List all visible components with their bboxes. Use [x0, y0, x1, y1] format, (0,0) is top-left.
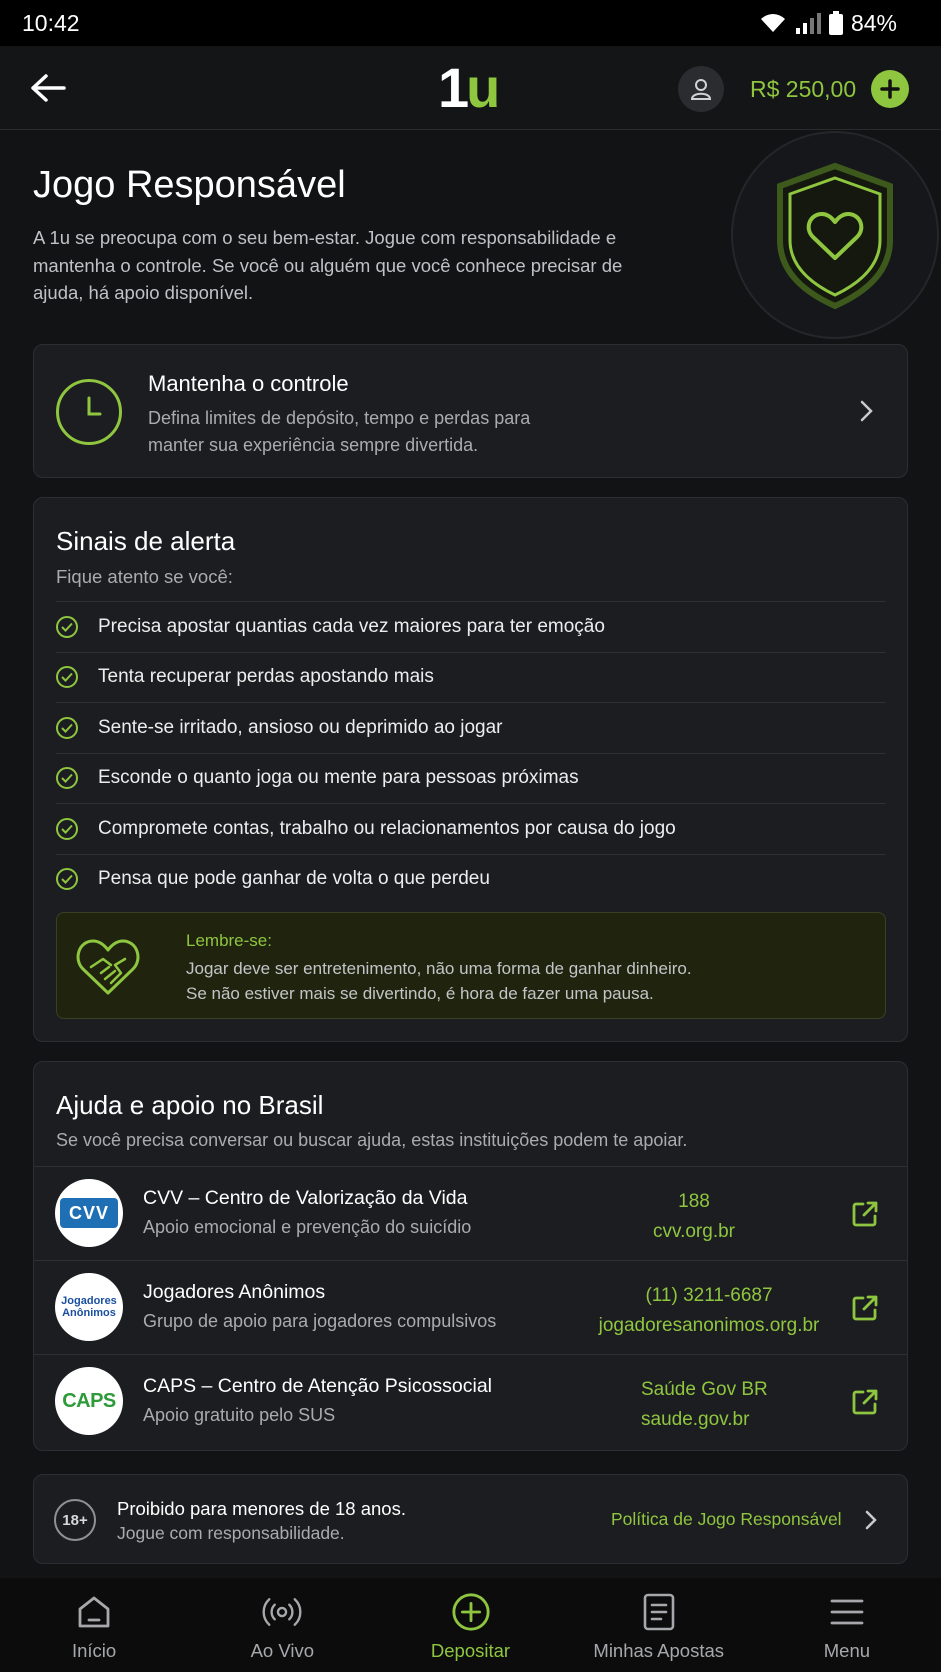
- remember-line: Se não estiver mais se divertindo, é hora de fazer uma pausa.: [186, 983, 654, 1003]
- responsible-gaming-policy-link[interactable]: Política de Jogo Responsável: [611, 1509, 842, 1529]
- alert-item-text: Esconde o quanto joga ou mente para pessoas próximas: [98, 767, 579, 789]
- brand-logo[interactable]: [438, 56, 497, 120]
- org-source[interactable]: Saúde Gov BR: [641, 1379, 768, 1400]
- org-description: Grupo de apoio para jogadores compulsivos: [143, 1311, 497, 1331]
- plus-icon: [879, 78, 901, 100]
- help-title: Ajuda e apoio no Brasil: [56, 1090, 324, 1120]
- logo-text-line: Jogadores: [61, 1295, 117, 1307]
- external-link-icon[interactable]: [850, 1387, 880, 1417]
- org-website[interactable]: jogadoresanonimos.org.br: [598, 1315, 820, 1336]
- alert-item-text: Precisa apostar quantias cada vez maiores para ter emoção: [98, 615, 605, 637]
- balance-amount[interactable]: R$ 250,00: [750, 76, 857, 102]
- control-title: Mantenha o controle: [148, 371, 349, 396]
- nav-item-minhas-apostas[interactable]: [565, 1578, 753, 1672]
- caps-logo-text: CAPS: [62, 1389, 116, 1412]
- bets-icon: [639, 1592, 679, 1632]
- deposit-icon: [451, 1592, 491, 1632]
- alert-item: [56, 753, 886, 804]
- cvv-logo-text: CVV: [60, 1198, 118, 1228]
- chevron-right-icon[interactable]: [864, 1509, 878, 1531]
- alert-item-text: Sente-se irritado, ansioso ou deprimido ao jogar: [98, 716, 503, 738]
- org-website[interactable]: saude.gov.br: [641, 1409, 750, 1430]
- check-circle-icon: [56, 666, 78, 688]
- chevron-right-icon: [859, 399, 875, 423]
- check-circle-icon: [56, 717, 78, 739]
- alert-signs-card: [33, 497, 908, 1042]
- external-link-icon[interactable]: [850, 1199, 880, 1229]
- clock-icon: [56, 379, 122, 445]
- alert-item: [56, 803, 886, 854]
- control-description: Defina limites de depósito, tempo e perdas para manter sua experiência sempre divertida.: [148, 408, 531, 455]
- page-description: A 1u se preocupa com o seu bem-estar. Jogue com responsabilidade e mantenha o controle. Se você ou alguém que você conhece precisar de ajuda, há apoio disponível.: [33, 227, 623, 303]
- logo-one: 1: [438, 56, 467, 119]
- org-description: Apoio gratuito pelo SUS: [143, 1405, 336, 1425]
- org-contact: [589, 1281, 829, 1341]
- alert-title: Sinais de alerta: [56, 526, 236, 556]
- alert-list: [56, 601, 886, 904]
- alert-item-text: Tenta recuperar perdas apostando mais: [98, 666, 434, 688]
- remember-box: [56, 912, 886, 1019]
- check-circle-icon: [56, 868, 78, 890]
- org-name: CVV – Centro de Valorização da Vida: [143, 1187, 468, 1209]
- status-icons: [759, 10, 897, 37]
- nav-item-depositar[interactable]: [376, 1578, 564, 1672]
- age-18-badge: 18+: [54, 1499, 96, 1541]
- alert-item: [56, 702, 886, 753]
- org-phone[interactable]: (11) 3211-6687: [645, 1285, 773, 1306]
- age-notice-title: Proibido para menores de 18 anos.: [117, 1498, 406, 1519]
- battery-level: 84%: [850, 9, 897, 36]
- age-notice-subtitle: Jogue com responsabilidade.: [117, 1523, 345, 1543]
- org-row-jogadores-anonimos[interactable]: [34, 1260, 907, 1354]
- user-icon: [689, 77, 713, 101]
- nav-label: Minhas Apostas: [593, 1640, 725, 1661]
- status-time: 10:42: [22, 9, 80, 36]
- org-description: Apoio emocional e prevenção do suicídio: [143, 1217, 472, 1237]
- alert-item: [56, 854, 886, 905]
- arrow-left-icon: [30, 73, 66, 103]
- remember-line: Jogar deve ser entretenimento, não uma forma de ganhar dinheiro.: [186, 959, 692, 978]
- remember-text: [186, 957, 692, 1006]
- logo-text-line: Anônimos: [62, 1307, 116, 1319]
- nav-label: Início: [71, 1640, 117, 1661]
- org-contact: [641, 1375, 768, 1435]
- live-icon: [262, 1592, 302, 1632]
- alert-item-text: Pensa que pode ganhar de volta o que perdeu: [98, 868, 490, 890]
- nav-item-ao-vivo[interactable]: [188, 1578, 376, 1672]
- profile-button[interactable]: [678, 66, 724, 112]
- org-name: CAPS – Centro de Atenção Psicossocial: [143, 1375, 493, 1397]
- alert-item: [56, 601, 886, 652]
- jogadores-anonimos-logo: [55, 1273, 123, 1341]
- org-contact: [589, 1187, 889, 1247]
- help-subtitle: Se você precisa conversar ou buscar ajuda, estas instituições podem te apoiar.: [56, 1130, 688, 1150]
- org-row-caps[interactable]: [34, 1354, 907, 1448]
- check-circle-icon: [56, 616, 78, 638]
- org-row-cvv[interactable]: [34, 1166, 907, 1260]
- nav-label: Menu: [823, 1640, 871, 1661]
- status-bar: [0, 0, 941, 46]
- nav-label: Depositar: [430, 1640, 511, 1661]
- signal-icon: [795, 12, 821, 34]
- org-name: Jogadores Anônimos: [143, 1281, 326, 1303]
- app-header: [0, 46, 941, 130]
- caps-logo: [55, 1367, 123, 1435]
- menu-icon: [827, 1592, 867, 1632]
- external-link-icon[interactable]: [850, 1293, 880, 1323]
- battery-icon: [829, 11, 843, 35]
- nav-label: Ao Vivo: [250, 1640, 315, 1661]
- handshake-heart-icon: [75, 933, 141, 999]
- age-notice-card: [33, 1474, 908, 1564]
- alert-item: [56, 652, 886, 703]
- logo-u: u: [466, 56, 498, 119]
- home-icon: [74, 1592, 114, 1632]
- check-circle-icon: [56, 767, 78, 789]
- bottom-nav: [0, 1578, 941, 1672]
- add-funds-button[interactable]: [871, 70, 909, 108]
- check-circle-icon: [56, 818, 78, 840]
- shield-heart-icon: [730, 130, 940, 340]
- org-website[interactable]: cvv.org.br: [652, 1221, 735, 1242]
- back-button[interactable]: [26, 66, 70, 110]
- page-title: Jogo Responsável: [33, 164, 346, 206]
- org-phone[interactable]: 188: [678, 1191, 710, 1212]
- wifi-icon: [759, 12, 787, 34]
- nav-item-menu[interactable]: [753, 1578, 941, 1672]
- cvv-logo: [55, 1179, 123, 1247]
- nav-item-inicio[interactable]: [0, 1578, 188, 1672]
- help-support-card: [33, 1061, 908, 1451]
- remember-title: Lembre-se:: [186, 931, 272, 950]
- alert-subtitle: Fique atento se você:: [56, 566, 233, 587]
- keep-control-card[interactable]: [33, 344, 908, 478]
- alert-item-text: Compromete contas, trabalho ou relacionamentos por causa do jogo: [98, 817, 676, 839]
